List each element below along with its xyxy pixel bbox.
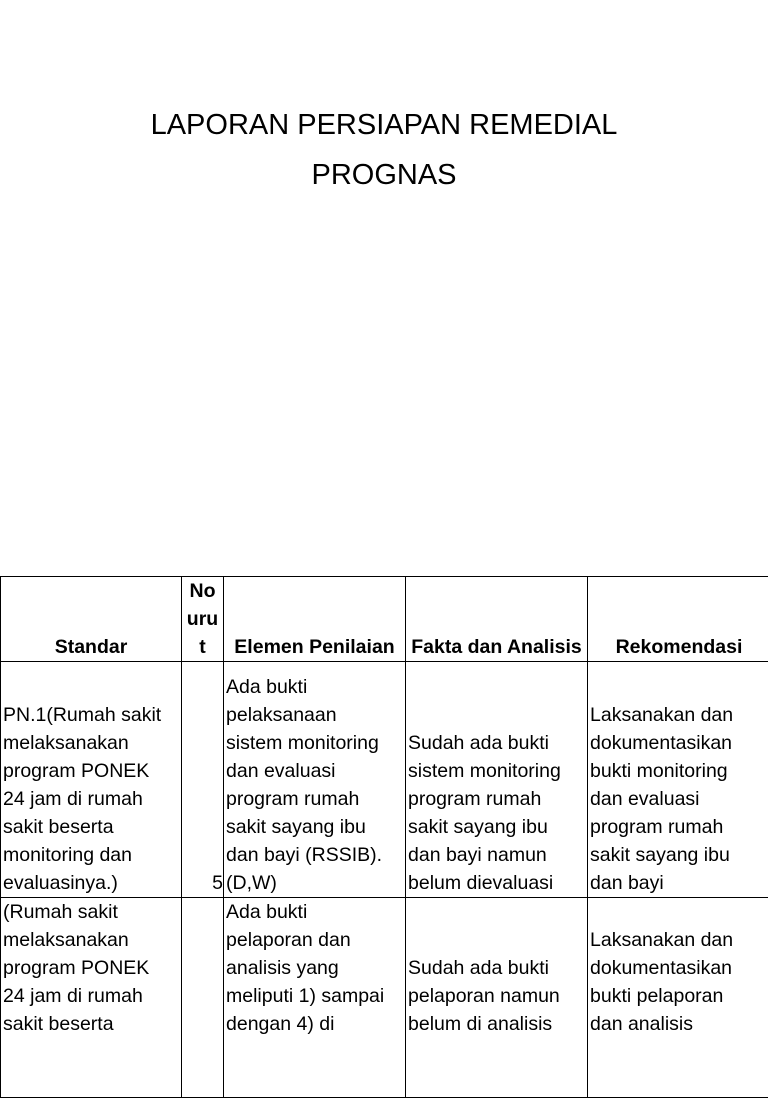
cell-rekomendasi: Laksanakan dan dokumentasikan bukti monitoring dan evaluasi program rumah sakit sayang ibu dan bayi (588, 662, 768, 898)
cell-rekomendasi: Laksanakan dan dokumentasikan bukti pelaporan dan analisis (588, 898, 768, 1098)
cell-elemen-penilaian: Ada bukti pelaporan dan analisis yang meliputi 1) sampai dengan 4) di (224, 898, 406, 1098)
document-title (0, 100, 768, 200)
cell-fakta-analisis: Sudah ada bukti pelaporan namun belum di analisis (406, 898, 588, 1098)
title-line-2: PROGNAS (0, 150, 768, 200)
cell-no-urut (182, 898, 224, 1098)
assessment-table (0, 576, 768, 1098)
header-no-urut: No uru t (182, 577, 224, 662)
cell-elemen-penilaian: Ada bukti pelaksanaan sistem monitoring dan evaluasi program rumah sakit sayang ibu dan bayi (RSSIB). (D,W) (224, 662, 406, 898)
table-header-row (1, 577, 768, 662)
header-rekomendasi: Rekomendasi (588, 577, 768, 662)
header-standar: Standar (1, 577, 182, 662)
cell-standar: (Rumah sakit melaksanakan program PONEK 24 jam di rumah sakit beserta (1, 898, 182, 1098)
title-line-1: LAPORAN PERSIAPAN REMEDIAL (0, 100, 768, 150)
cell-standar: PN.1(Rumah sakit melaksanakan program PONEK 24 jam di rumah sakit beserta monitoring dan evaluasinya.) (1, 662, 182, 898)
cell-fakta-analisis: Sudah ada bukti sistem monitoring program rumah sakit sayang ibu dan bayi namun belum dievaluasi (406, 662, 588, 898)
header-elemen-penilaian: Elemen Penilaian (224, 577, 406, 662)
cell-no-urut: 5 (182, 662, 224, 898)
table-row (1, 898, 768, 1098)
table-row (1, 662, 768, 898)
header-fakta-analisis: Fakta dan Analisis (406, 577, 588, 662)
